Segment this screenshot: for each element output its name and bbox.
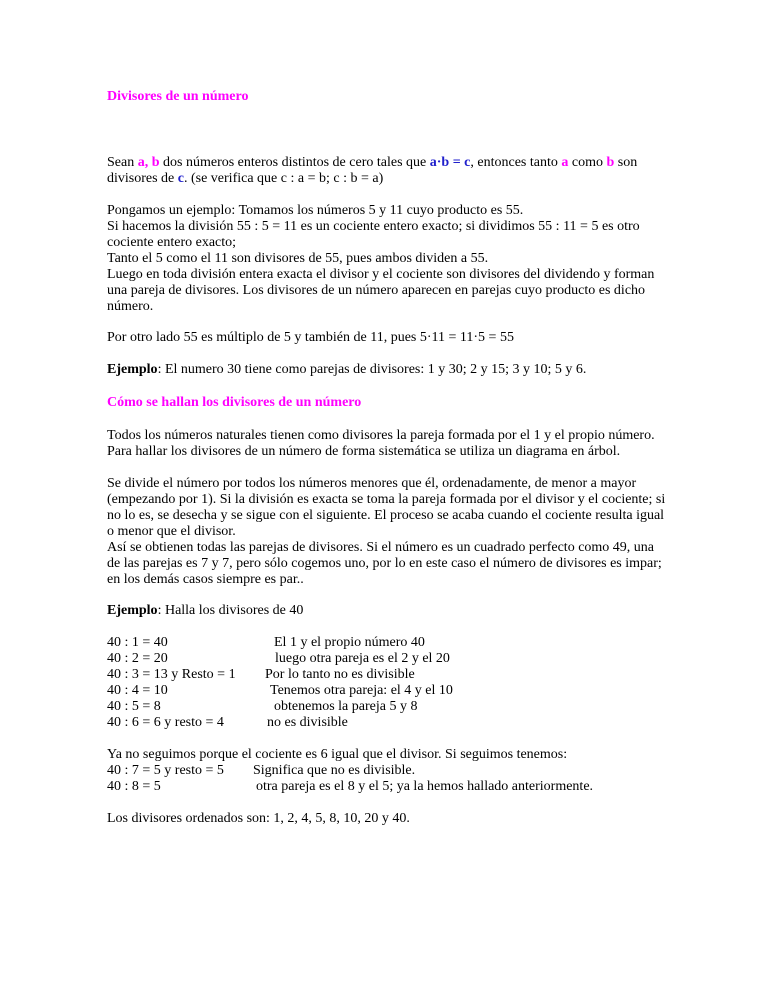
stop-line: Ya no seguimos porque el cociente es 6 igual que el divisor. Si seguimos tenemos: — [107, 747, 568, 762]
example-40: Ejemplo: Halla los divisores de 40 — [107, 603, 304, 618]
var-c: c — [177, 171, 184, 186]
example-paragraph: Pongamos un ejemplo: Tomamos los números 5 y 11 cuyo producto es 55. Si hacemos la división 55 : 5 = 11 es un cociente entero exacto; si dividimos 55 : 11 = 5 es otro cociente entero exacto; Tanto el 5 como el 11 son divisores de 55, pues ambos dividen a 55. Luego en toda división entera exacta el divisor y el cociente son divisores del dividendo y forman una pareja de divisores. Los divisores de un número aparecen en parejas cuyo producto es dicho número. — [107, 203, 655, 314]
extra-divisions — [107, 763, 667, 795]
var-a-b: a, b — [137, 155, 160, 170]
division-row: 40 : 1 = 40 El 1 y el propio número 40 — [107, 635, 425, 650]
conclusion: Los divisores ordenados son: 1, 2, 4, 5, 8, 10, 20 y 40. — [107, 811, 410, 826]
division-row: 40 : 6 = 6 y resto = 4 no es divisible — [107, 715, 348, 730]
division-row: 40 : 4 = 10 Tenemos otra pareja: el 4 y el 10 — [107, 683, 453, 698]
var-b: b — [606, 155, 615, 170]
section-subtitle: Cómo se hallan los divisores de un número — [107, 395, 362, 410]
var-a: a — [561, 155, 569, 170]
divisions-table — [107, 635, 667, 731]
division-row: 40 : 5 = 8 obtenemos la pareja 5 y 8 — [107, 699, 418, 714]
method-paragraph: Se divide el número por todos los números menores que él, ordenadamente, de menor a mayor (empezando por 1). Si la división es exacta se toma la pareja formada por el divisor y el cociente; si no lo es, se desecha y se sigue con el siguiente. El proceso se acaba cuando el cociente resulta igual o menor que el divisor. Así se obtienen todas las parejas de divisores. Si el número es un cuadrado perfecto como 49, una de las parejas es 7 y 7, pero sólo cogemos uno, por lo en este caso el número de divisores es impar; en los demás casos siempre es par.. — [107, 476, 666, 587]
page-title: Divisores de un número — [107, 89, 249, 104]
example-30: Ejemplo: El numero 30 tiene como parejas de divisores: 1 y 30; 2 y 15; 3 y 10; 5 y 6. — [107, 362, 587, 377]
formula-abc: a·b = c — [429, 155, 471, 170]
natural-paragraph: Todos los números naturales tienen como divisores la pareja formada por el 1 y el propio número. Para hallar los divisores de un número de forma sistemática se utiliza un diagrama en árbol. — [107, 428, 655, 459]
intro-paragraph: Sean a, b dos números enteros distintos de cero tales que a·b = c, entonces tanto a como b son divisores de c. (se verifica que c : a = b; c : b = a) — [107, 155, 638, 186]
division-row: 40 : 8 = 5 otra pareja es el 8 y el 5; ya la hemos hallado anteriormente. — [107, 779, 594, 794]
division-row: 40 : 3 = 13 y Resto = 1 Por lo tanto no es divisible — [107, 667, 415, 682]
division-row: 40 : 2 = 20 luego otra pareja es el 2 y el 20 — [107, 651, 450, 666]
multiple-line: Por otro lado 55 es múltiplo de 5 y también de 11, pues 5·11 = 11·5 = 55 — [107, 330, 514, 345]
division-row: 40 : 7 = 5 y resto = 5 Significa que no es divisible. — [107, 763, 416, 778]
